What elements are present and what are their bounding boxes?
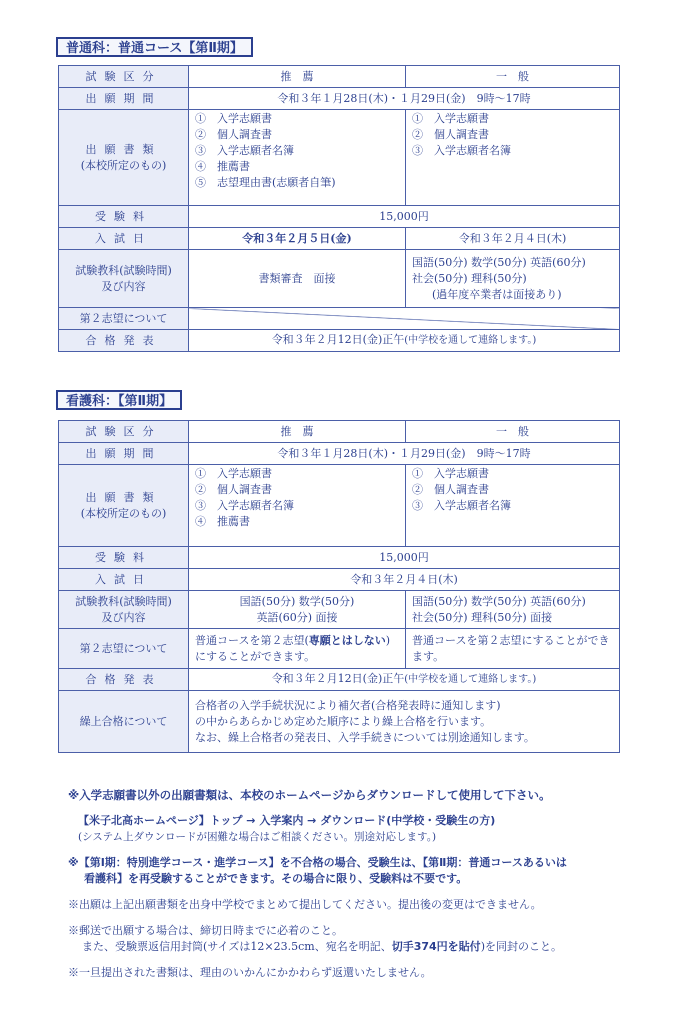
waitlist-text <box>189 691 620 753</box>
section-title-nursing: 看護科：【第Ⅱ期】 <box>56 390 182 410</box>
waitlist-line: 合格者の入学手続状況により補欠者(合格発表時に通知します) <box>195 698 501 712</box>
header-general: 一 般 <box>406 66 620 88</box>
row-label: 出願期間 <box>59 88 189 110</box>
table-row <box>59 691 620 753</box>
header-general: 一 般 <box>406 421 620 443</box>
docs-general <box>406 110 620 206</box>
exam-date: 令和３年２月４日(木) <box>189 569 620 591</box>
doc-item: ③ 入学志願者名簿 <box>412 499 511 512</box>
subjects-general <box>406 250 620 308</box>
note-envelope: また、受験票返信用封筒(サイズは12×23.5cm、宛名を明記、 <box>82 940 392 953</box>
note-envelope-end: )を同封のこと。 <box>480 940 562 953</box>
docs-label: 出願書類 <box>85 490 162 504</box>
text: 普通コースを第２志望( <box>195 633 309 647</box>
doc-item: ② 個人調査書 <box>412 128 489 141</box>
table-row <box>59 110 620 206</box>
table-row <box>59 206 620 228</box>
table-row <box>59 66 620 88</box>
emphasis: 専願とは <box>308 633 353 647</box>
doc-item: ④ 推薦書 <box>195 515 250 528</box>
second-choice-recommend <box>189 629 406 669</box>
table-row <box>59 250 620 308</box>
header-recommend: 推 薦 <box>189 66 406 88</box>
subjects-line: 英語(60分) 面接 <box>256 610 338 624</box>
exam-fee: 15,000円 <box>189 547 620 569</box>
docs-recommend <box>189 110 406 206</box>
exam-fee: 15,000円 <box>189 206 620 228</box>
doc-item: ② 個人調査書 <box>195 128 272 141</box>
table-row <box>59 330 620 352</box>
doc-item: ① 入学志願書 <box>195 112 272 125</box>
exam-date-general: 令和３年２月４日(木) <box>406 228 620 250</box>
application-period: 令和３年１月28日(木)・１月29日(金) 9時〜17時 <box>189 443 620 465</box>
notes <box>68 787 628 981</box>
table-row <box>59 443 620 465</box>
note-submission: ※出願は上記出願書類を出身中学校でまとめて提出してください。提出後の変更はできません。 <box>68 898 542 911</box>
doc-item: ① 入学志願書 <box>195 467 272 480</box>
result-date: 令和３年２月12日(金)正午 <box>271 333 405 346</box>
table-row <box>59 569 620 591</box>
subjects-line: 国語(50分) 数学(50分) 英語(60分) <box>412 594 586 608</box>
doc-item: ③ 入学志願者名簿 <box>412 144 511 157</box>
second-choice-not-applicable <box>189 308 620 330</box>
application-period: 令和３年１月28日(木)・１月29日(金) 9時〜17時 <box>189 88 620 110</box>
docs-sublabel: (本校所定のもの) <box>80 158 167 172</box>
note-download: ※入学志願書以外の出願書類は、本校のホームページからダウンロードして使用して下さい。 <box>68 788 551 802</box>
note-no-return: ※一旦提出された書類は、理由のいかんにかかわらず返還いたしません。 <box>68 966 432 979</box>
waitlist-line: の中からあらかじめ定めた順序により繰上合格を行います。 <box>195 714 492 728</box>
docs-general <box>406 465 620 547</box>
table-row <box>59 629 620 669</box>
doc-item: ③ 入学志願者名簿 <box>195 499 294 512</box>
section-title-general: 普通科：普通コース【第Ⅱ期】 <box>56 37 253 57</box>
nursing-course-table <box>58 420 620 753</box>
row-label: 試験区分 <box>59 421 189 443</box>
doc-item: ② 個人調査書 <box>195 483 272 496</box>
result-note: (中学校を通して連絡します。) <box>404 335 537 346</box>
table-row <box>59 669 620 691</box>
subjects-sublabel: 及び内容 <box>101 279 146 293</box>
docs-recommend <box>189 465 406 547</box>
note-reexam-cont: 看護科】を再受験することができます。その場合に限り、受験料は不要です。 <box>84 872 468 885</box>
doc-item: ① 入学志願書 <box>412 467 489 480</box>
waitlist-line: なお、繰上合格者の発表日、入学手続きについては別途通知します。 <box>195 730 535 744</box>
doc-item: ② 個人調査書 <box>412 483 489 496</box>
note-mail: ※郵送で出願する場合は、締切日時までに必着のこと。 <box>68 924 343 937</box>
row-label: 第２志望について <box>59 629 189 669</box>
subjects-line: 国語(50分) 数学(50分) <box>239 594 355 608</box>
row-label: 受験料 <box>59 547 189 569</box>
docs-label: 出願書類 <box>85 142 162 156</box>
subjects-note: (過年度卒業者は面接あり) <box>432 287 562 301</box>
subjects-recommend <box>189 591 406 629</box>
subjects-sublabel: 及び内容 <box>101 610 146 624</box>
table-row <box>59 591 620 629</box>
subjects-label: 試験教科(試験時間) <box>75 263 172 277</box>
exam-date-recommend: 令和３年２月５日(金) <box>189 228 406 250</box>
note-stamp: 切手374円を貼付 <box>391 940 481 953</box>
subjects-recommend: 書類審査 面接 <box>189 250 406 308</box>
table-row <box>59 228 620 250</box>
table-row <box>59 465 620 547</box>
table-row <box>59 547 620 569</box>
emphasis: しない <box>352 633 386 647</box>
doc-item: ④ 推薦書 <box>195 160 250 173</box>
row-label <box>59 591 189 629</box>
row-label <box>59 250 189 308</box>
row-label <box>59 465 189 547</box>
header-recommend: 推 薦 <box>189 421 406 443</box>
row-label: 合格発表 <box>59 669 189 691</box>
table-row <box>59 308 620 330</box>
table-row <box>59 88 620 110</box>
second-choice-general: 普通コースを第２志望にすることができます。 <box>406 629 620 669</box>
subjects-general <box>406 591 620 629</box>
subjects-line: 社会(50分) 理科(50分) <box>412 271 527 285</box>
result-announcement <box>189 669 620 691</box>
general-course-table <box>58 65 620 352</box>
text: )にすることができます。 <box>195 633 391 663</box>
note-reexam: ※【第Ⅰ期：特別進学コース・進学コース】を不合格の場合、受験生は、【第Ⅱ期：普通コースあるいは <box>68 856 567 869</box>
row-label: 入試日 <box>59 569 189 591</box>
result-date: 令和３年２月12日(金)正午 <box>271 672 405 685</box>
docs-sublabel: (本校所定のもの) <box>80 506 167 520</box>
result-announcement <box>189 330 620 352</box>
row-label: 第２志望について <box>59 308 189 330</box>
doc-item: ③ 入学志願者名簿 <box>195 144 294 157</box>
subjects-label: 試験教科(試験時間) <box>75 594 172 608</box>
row-label: 繰上合格について <box>59 691 189 753</box>
row-label: 試験区分 <box>59 66 189 88</box>
doc-item: ⑤ 志望理由書(志願者自筆) <box>195 176 336 189</box>
doc-item: ① 入学志願書 <box>412 112 489 125</box>
row-label: 合格発表 <box>59 330 189 352</box>
row-label: 出願期間 <box>59 443 189 465</box>
result-note: (中学校を通して連絡します。) <box>404 674 537 685</box>
row-label: 入試日 <box>59 228 189 250</box>
note-homepage-help: (システム上ダウンロードが困難な場合はご相談ください。別途対応します。) <box>78 831 437 843</box>
subjects-line: 国語(50分) 数学(50分) 英語(60分) <box>412 255 586 269</box>
subjects-line: 社会(50分) 理科(50分) 面接 <box>412 610 553 624</box>
row-label <box>59 110 189 206</box>
table-row <box>59 421 620 443</box>
note-homepage-path: 【米子北高ホームページ】トップ → 入学案内 → ダウンロード(中学校・受験生の方) <box>78 814 496 827</box>
row-label: 受験料 <box>59 206 189 228</box>
